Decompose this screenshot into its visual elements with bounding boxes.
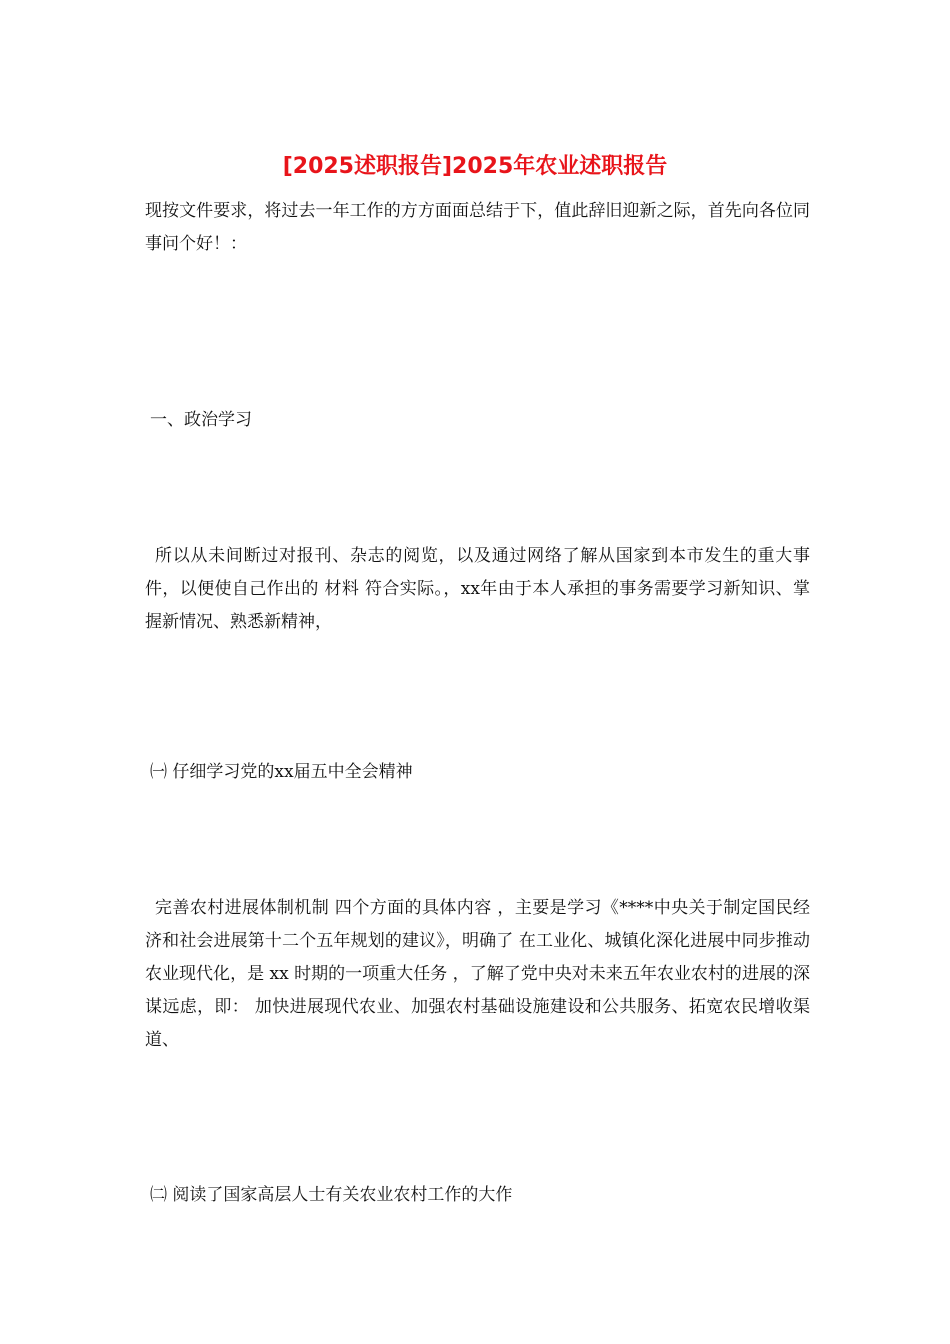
subsection1-paragraph: 完善农村进展体制机制 四个方面的具体内容 ，主要是学习《****中央关于制定国民经济和社会进展第十二个五年规划的建议》，明确了 在工业化、城镇化深化进展中同步推动农业现代化，是 xx 时期的一项重大任务 ，了解了党中央对未来五年农业农村的进展的深谋远虑，即： 加快进展现代农业、加强农村基础设施建设和公共服务、拓宽农民增收渠道、 [145,898,810,1050]
document-title: [2025述职报告]2025年农业述职报告 [282,154,668,179]
section-heading-political-study: 一、政治学习 [150,410,252,430]
subsection-heading-2: ㈡ 阅读了国家高层人士有关农业农村工作的大作 [150,1185,513,1205]
intro-paragraph: 现按文件要求，将过去一年工作的方方面面总结于下，值此辞旧迎新之际，首先向各位同事问个好！： [145,201,810,254]
subsection-heading-1: ㈠ 仔细学习党的xx届五中全会精神 [150,762,413,782]
section1-paragraph: 所以从未间断过对报刊、杂志的阅览，以及通过网络了解从国家到本市发生的重大事件，以便使自己作出的 材料 符合实际。，xx年由于本人承担的事务需要学习新知识、掌握新情况、熟悉新精神， [145,546,810,632]
